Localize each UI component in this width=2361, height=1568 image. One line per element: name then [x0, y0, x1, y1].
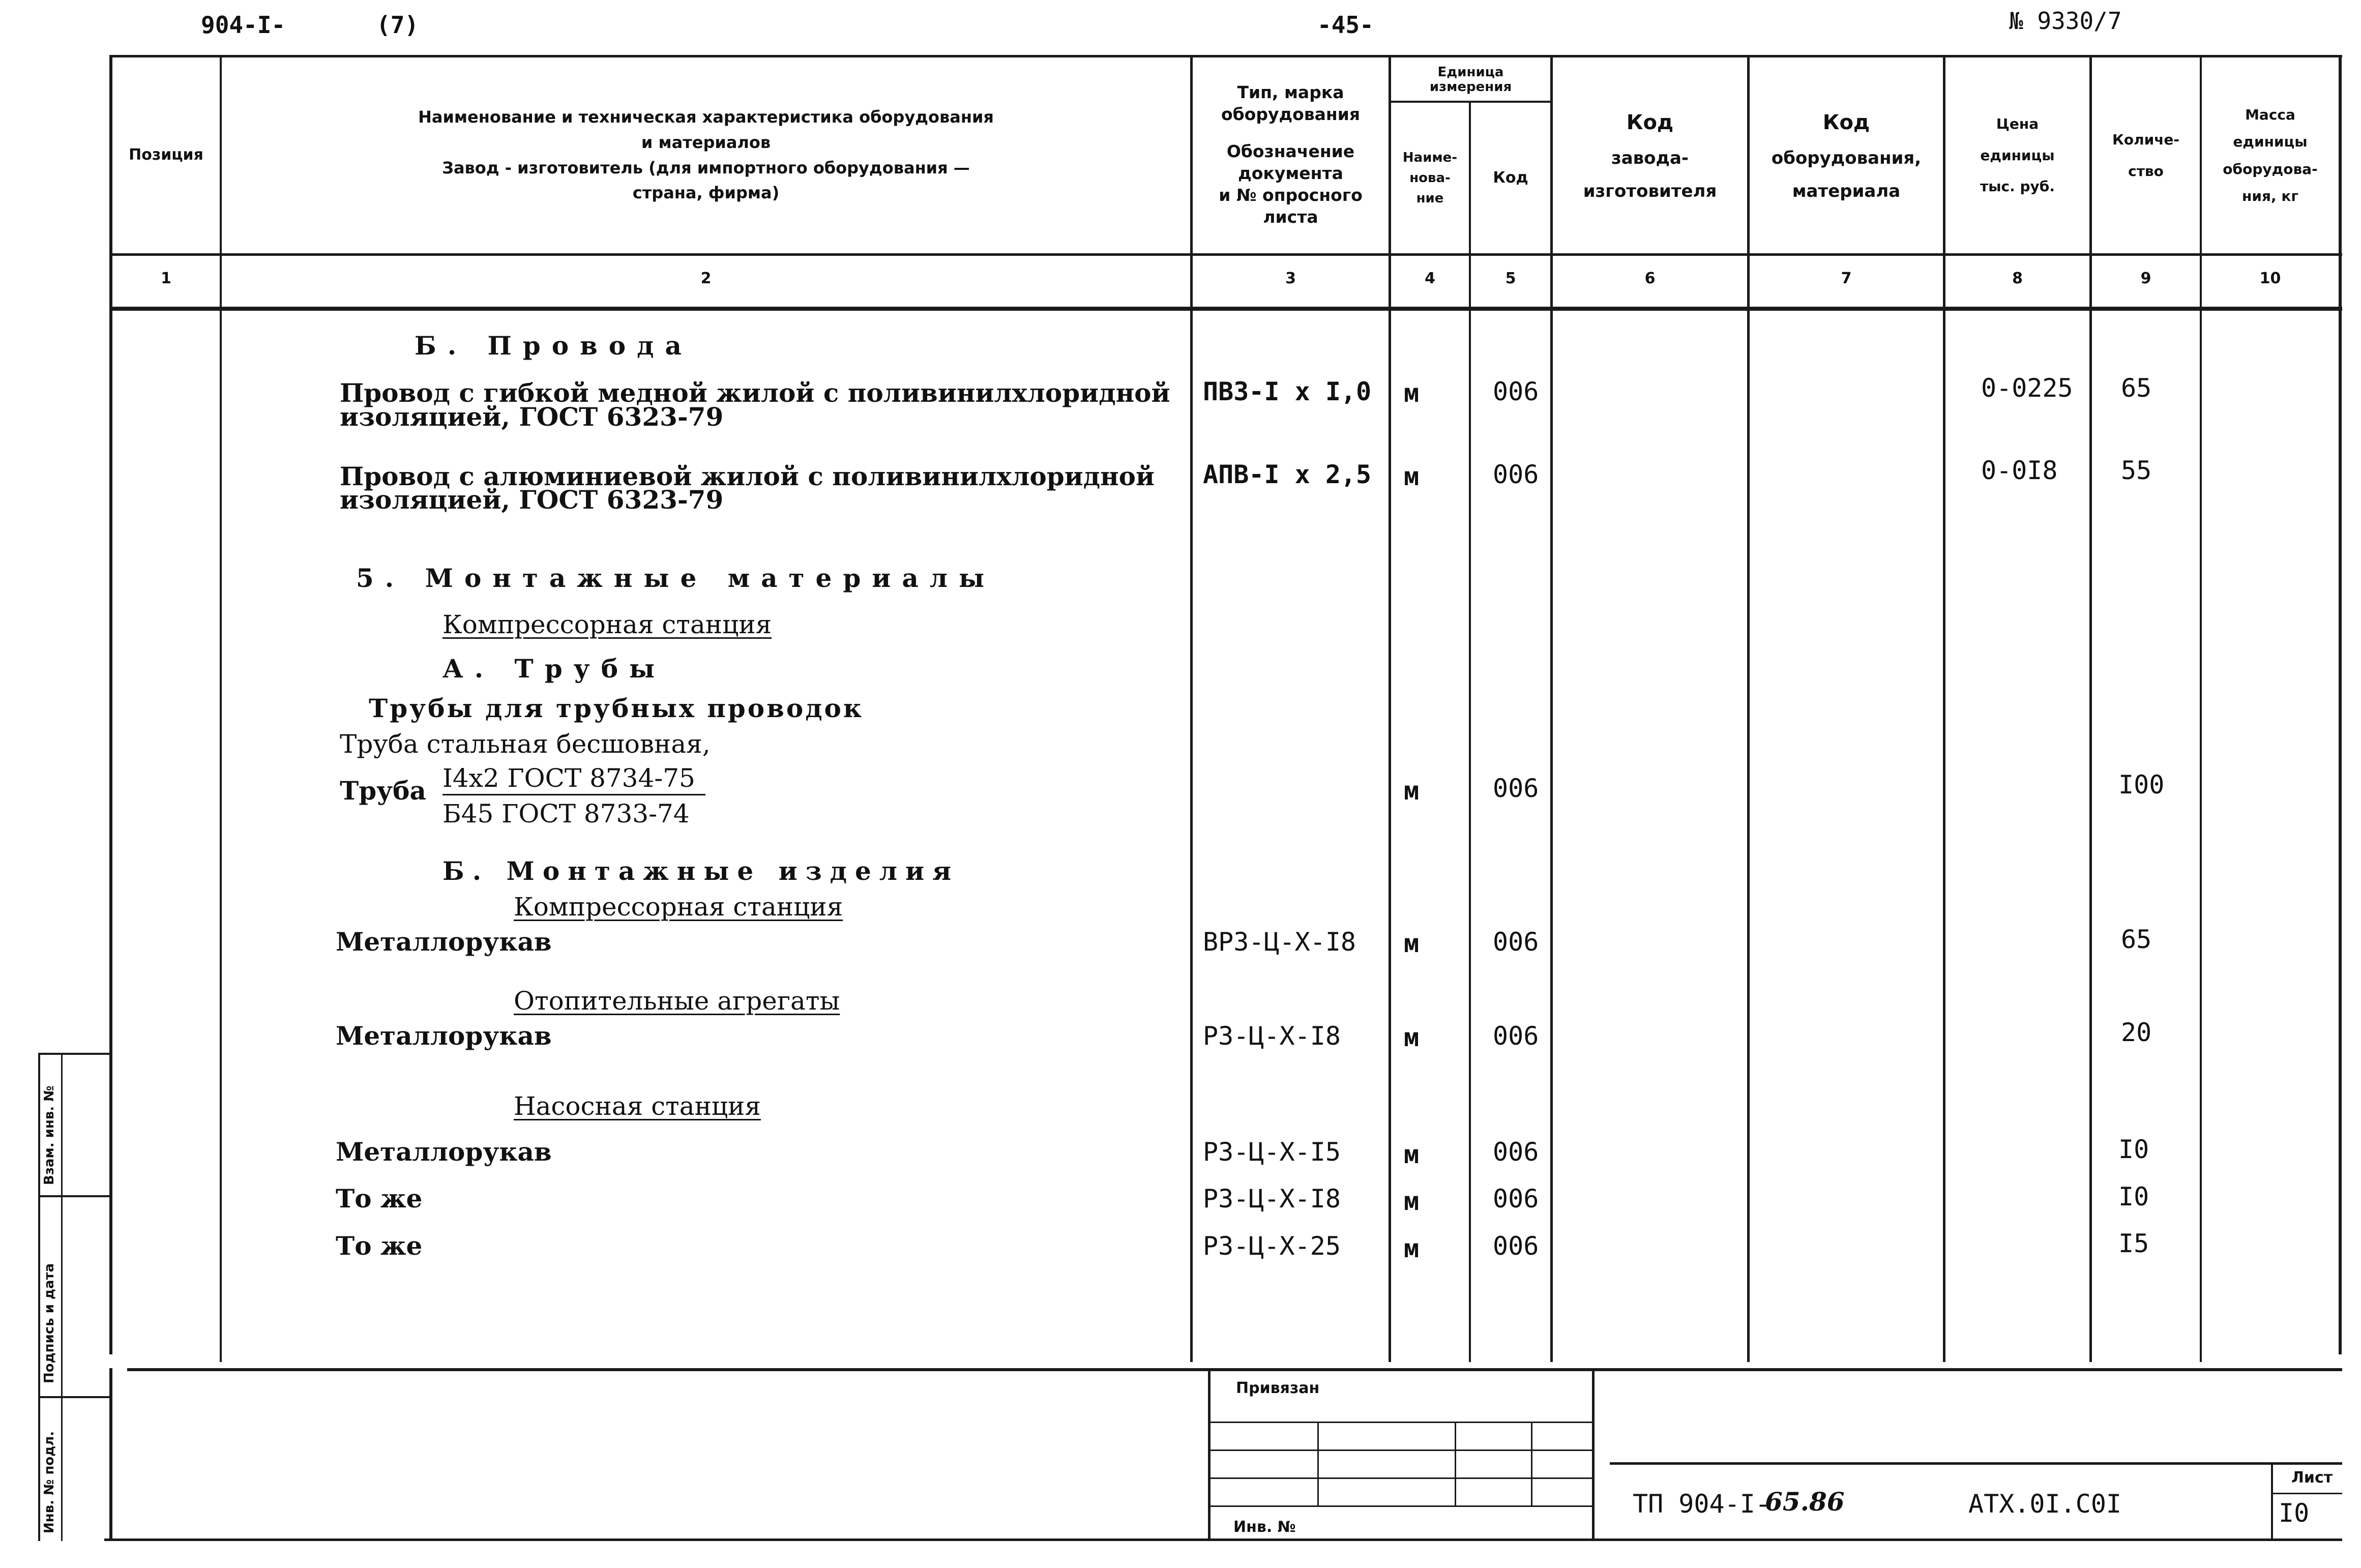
compressor-station-heading-2: Компрессорная станция	[514, 892, 843, 922]
row-2-name-line-1: Провод с алюминиевой жилой с поливинилхлоридной	[340, 461, 1155, 491]
same-2-code: 006	[1493, 1231, 1539, 1261]
pump-station-heading: Насосная станция	[514, 1091, 761, 1121]
pipe-spec-numerator: I4х2 ГОСТ 8734-75	[442, 765, 705, 795]
metal-hose-3-type: РЗ-Ц-Х-I5	[1203, 1137, 1341, 1167]
same-2-type: РЗ-Ц-Х-25	[1203, 1231, 1341, 1261]
metal-hose-1-code: 006	[1493, 927, 1539, 957]
same-1-code: 006	[1493, 1184, 1539, 1214]
row-1-quantity: 65	[2121, 373, 2152, 403]
col-number-1: 1	[161, 270, 171, 287]
pipe-label: Труба	[340, 776, 426, 806]
col-number-8: 8	[2012, 270, 2023, 287]
row-1-name-line-2: изоляцией, ГОСТ 6323-79	[340, 402, 724, 432]
side-original-inv: Инв. № подл.	[42, 1431, 57, 1533]
col-number-9: 9	[2140, 270, 2151, 287]
page-number: -45-	[1317, 11, 1374, 39]
metal-hose-2-type: РЗ-Ц-Х-I8	[1203, 1021, 1341, 1051]
row-1-type: ПВЗ-I х I,0	[1203, 377, 1372, 406]
metal-hose-3-code: 006	[1493, 1137, 1539, 1167]
compressor-station-heading-1: Компрессорная станция	[442, 610, 772, 639]
part-number: (7)	[376, 11, 419, 39]
sheet-label: Лист	[2291, 1469, 2333, 1487]
section-pipes-heading: А. Трубы	[442, 654, 666, 684]
pipe-spec-denominator: Б45 ГОСТ 8733-74	[442, 799, 690, 829]
doc-handwritten-number: 65.86	[1765, 1487, 1845, 1517]
header-price: Цена единицы тыс. руб.	[1980, 115, 2055, 195]
same-2-quantity: I5	[2118, 1229, 2149, 1258]
col-number-10: 10	[2259, 270, 2281, 287]
metal-hose-2-name: Металлорукав	[336, 1021, 552, 1051]
side-signature-date: Подпись и дата	[42, 1263, 57, 1383]
metal-hose-2-unit: м	[1404, 1023, 1420, 1052]
sheet-number: I0	[2279, 1498, 2310, 1528]
section-wires-heading: Б. Провода	[415, 331, 693, 361]
series-number: 904-I-	[201, 11, 286, 39]
header-quantity: Количе- ство	[2112, 131, 2180, 180]
row-2-unit: м	[1404, 462, 1420, 491]
doc-prefix: ТП 904-I-	[1633, 1489, 1770, 1519]
row-2-name-line-2: изоляцией, ГОСТ 6323-79	[340, 485, 724, 515]
section-mounting-items-heading: Б. Монтажные изделия	[442, 856, 960, 886]
same-2-unit: м	[1404, 1234, 1420, 1263]
header-equipment-code: Код оборудования, материала	[1771, 110, 1922, 201]
metal-hose-2-code: 006	[1493, 1021, 1539, 1051]
pipe-steel-seamless: Труба стальная бесшовная,	[340, 729, 711, 759]
same-1-unit: м	[1404, 1187, 1420, 1216]
pipe-code: 006	[1493, 774, 1539, 803]
header-unit: Единица измерения	[1429, 65, 1512, 95]
metal-hose-1-name: Металлорукав	[336, 927, 552, 957]
metal-hose-3-quantity: I0	[2118, 1135, 2149, 1164]
archive-number: № 9330/7	[2009, 7, 2122, 35]
col-number-7: 7	[1841, 270, 1852, 287]
doc-code: АТХ.0I.С0I	[1968, 1489, 2122, 1519]
header-maker-code: Код завода- изготовителя	[1583, 110, 1717, 201]
row-1-code: 006	[1493, 377, 1539, 406]
header-type: Тип, марка оборудования Обозначение документа и № опросного листа	[1219, 82, 1363, 227]
header-name: Наименование и техническая характеристика оборудования и материалов Завод - изготовитель (для импортного оборудования — страна, фирма)	[418, 107, 994, 203]
header-mass: Масса единицы оборудова- ния, кг	[2223, 106, 2318, 204]
metal-hose-3-name: Металлорукав	[336, 1137, 552, 1167]
same-1-type: РЗ-Ц-Х-I8	[1203, 1184, 1341, 1214]
same-1-name: То же	[336, 1184, 423, 1214]
metal-hose-3-unit: м	[1404, 1140, 1420, 1169]
row-2-price: 0-0I8	[1981, 456, 2058, 485]
row-2-code: 006	[1493, 460, 1539, 489]
bound-label: Привязан	[1236, 1379, 1320, 1397]
row-1-price: 0-0225	[1981, 373, 2073, 403]
row-1-unit: м	[1404, 378, 1420, 408]
header-position: Позиция	[129, 146, 203, 164]
col-number-3: 3	[1285, 270, 1296, 287]
same-1-quantity: I0	[2118, 1182, 2149, 1211]
header-unit-name: Наиме- нова- ние	[1402, 150, 1458, 206]
section-5-heading: 5. Монтажные материалы	[356, 563, 996, 593]
col-number-6: 6	[1644, 270, 1656, 287]
side-replacement-inv: Взам. инв. №	[42, 1085, 57, 1185]
inventory-label: Инв. №	[1233, 1518, 1296, 1536]
metal-hose-1-type: ВРЗ-Ц-Х-I8	[1203, 927, 1356, 957]
row-2-quantity: 55	[2121, 456, 2152, 485]
row-2-type: АПВ-I х 2,5	[1203, 460, 1372, 489]
metal-hose-2-quantity: 20	[2121, 1018, 2152, 1047]
col-number-5: 5	[1505, 270, 1516, 287]
same-2-name: То же	[336, 1231, 423, 1261]
row-1-name-line-1: Провод с гибкой медной жилой с поливинилхлоридной	[340, 378, 1170, 408]
col-number-2: 2	[700, 270, 712, 287]
heating-units-heading: Отопительные агрегаты	[514, 986, 840, 1016]
metal-hose-1-quantity: 65	[2121, 925, 2152, 954]
pipe-quantity: I00	[2118, 770, 2165, 800]
metal-hose-1-unit: м	[1404, 929, 1420, 958]
header-unit-code: Код	[1493, 168, 1528, 187]
col-number-4: 4	[1425, 270, 1435, 287]
pipes-for-conduits: Трубы для трубных проводок	[369, 693, 864, 723]
pipe-unit: м	[1404, 776, 1420, 806]
